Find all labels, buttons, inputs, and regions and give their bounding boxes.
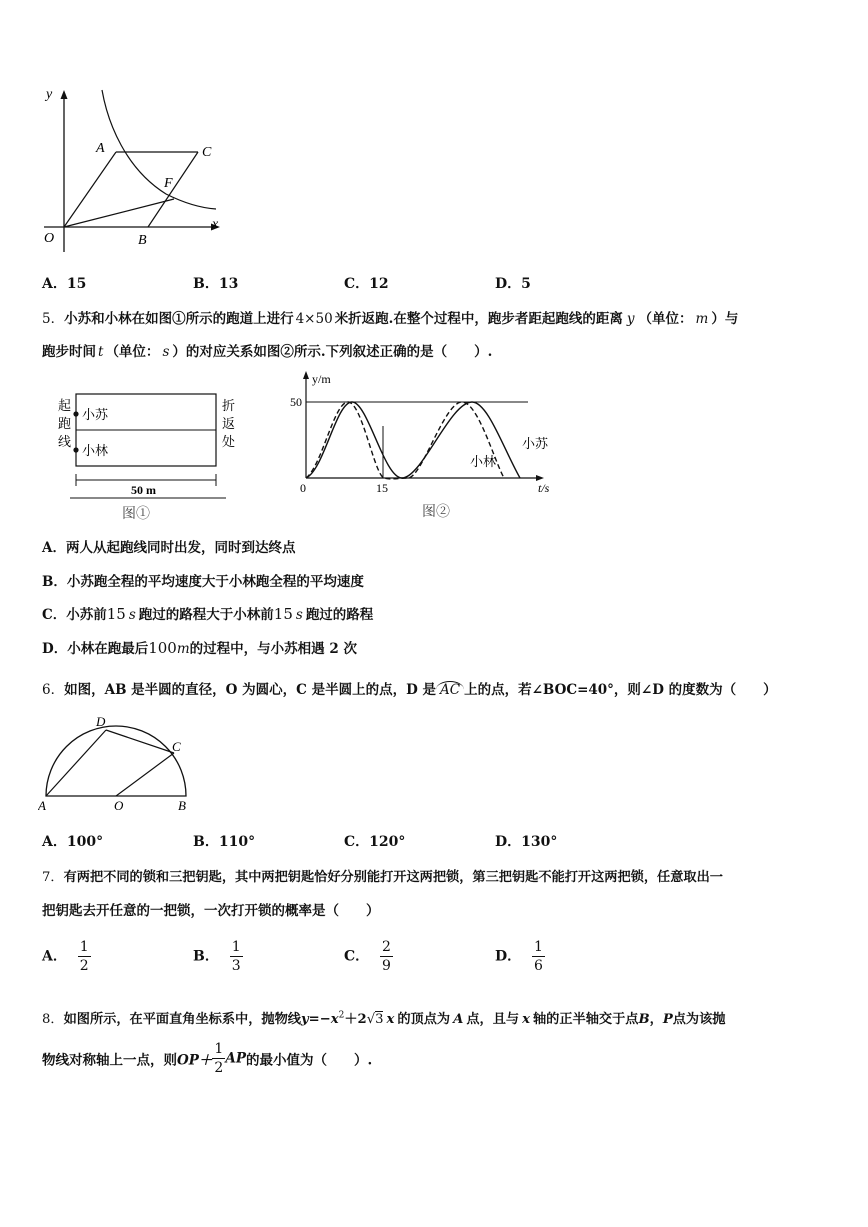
y-label: y: [46, 87, 53, 102]
runner-su-dot: [73, 411, 78, 416]
segment-OC: [116, 753, 174, 796]
q5-line-1: 5．小苏和小林在如图①所示的跑道上进行 4×50 米折返跑.在整个过程中，跑步者距起跑线的距离 y （单位： m ）与: [42, 311, 739, 327]
x-tick-15: 15: [376, 481, 388, 495]
figure-1-caption: 图①: [122, 507, 150, 522]
figure-2-caption: 图②: [422, 505, 450, 520]
y-axis-arrow: [61, 90, 68, 99]
q7-option-c: C． $\frac{2}{9}$: [344, 939, 391, 974]
q7-line-2: 把钥匙去开任意的一把锁，一次打开锁的概率是（ ）: [42, 903, 380, 919]
segment-DC: [106, 730, 174, 753]
point-A-label: A: [96, 141, 105, 156]
q4-option-d: D．5: [495, 276, 531, 292]
q7-option-b: B． $\frac{1}{3}$: [193, 939, 241, 974]
q8-line-1: 8．如图所示，在平面直角坐标系中，抛物线$y=-x^2+2√3$ x 的顶点为 A 点，且与 x 轴的正半轴交于点B，P点为该抛: [42, 1010, 726, 1027]
point-A-label: A: [38, 798, 46, 812]
question-number: 5．: [42, 311, 65, 327]
turn-point-char-3: 处: [222, 434, 236, 449]
point-C-label: C: [202, 145, 212, 160]
fraction-one-half: $\frac{1}{2}$: [214, 1041, 224, 1076]
point-O-label: O: [114, 798, 124, 812]
point-B-label: B: [138, 233, 147, 248]
hyperbola-curve: [102, 90, 216, 209]
start-line-char-1: 起: [58, 398, 72, 413]
semicircle-figure: [38, 712, 198, 812]
x-label: x: [212, 217, 219, 232]
series-label-xiaolin: 小林: [470, 454, 497, 469]
q6-question: 6．如图，AB 是半圆的直径，O 为圆心，C 是半圆上的点，D 是 AC 上的点，若∠BOC=40°，则∠D 的度数为（ ）: [42, 682, 777, 698]
fraction: $\frac{1}{6}$: [534, 939, 543, 974]
point-F-label: F: [164, 176, 173, 191]
runner-su-label: 小苏: [82, 407, 109, 422]
fraction: $\frac{2}{9}$: [382, 939, 391, 974]
q5-option-c: C．小苏前15 s 跑过的路程大于小林前15 s 跑过的路程: [42, 605, 374, 623]
arc-AC: AC: [436, 681, 464, 698]
q6-option-a: A．100°: [42, 834, 104, 850]
start-line-char-3: 线: [58, 434, 72, 449]
point-C-label: C: [172, 739, 181, 754]
q5-option-a: A．两人从起跑线同时出发，同时到达终点: [42, 540, 296, 556]
semicircle: [46, 726, 186, 796]
series-label-xiaosu: 小苏: [522, 436, 549, 451]
distance-time-graph: [290, 370, 562, 522]
point-D-label: D: [96, 714, 106, 729]
runner-lin-dot: [73, 447, 78, 452]
segment-AD: [46, 730, 106, 796]
q5-option-b: B．小苏跑全程的平均速度大于小林跑全程的平均速度: [42, 574, 364, 590]
sqrt-symbol: √: [366, 1012, 376, 1027]
q6-option-d: D．130°: [495, 834, 558, 850]
q5-line-2: 跑步时间 t （单位： s ）的对应关系如图②所示.下列叙述正确的是（ ）.: [42, 344, 493, 360]
q7-option-a: A． $\frac{1}{2}$: [42, 939, 89, 974]
q4-option-c: C．12: [344, 276, 389, 292]
q7-option-d: D． $\frac{1}{6}$: [495, 939, 543, 974]
x-axis-label: t/s: [538, 481, 550, 495]
segment-CB: [148, 152, 198, 227]
turn-point-char-1: 折: [222, 398, 236, 413]
distance-label: 50 m: [131, 483, 156, 497]
turn-point-char-2: 返: [222, 416, 236, 431]
track-figure: [54, 386, 244, 526]
start-line-char-2: 跑: [58, 416, 72, 431]
q6-option-c: C．120°: [344, 834, 406, 850]
q5-option-d: D．小林在跑最后100m的过程中，与小苏相遇 2 次: [42, 639, 357, 657]
origin-label: 0: [300, 481, 306, 495]
q7-line-1: 7．有两把不同的锁和三把钥匙，其中两把钥匙恰好分别能打开这两把锁，第三把钥匙不能打开这两把锁，任意取出一: [42, 870, 723, 885]
q8-line-2: 物线对称轴上一点，则OP＋ $\frac{1}{2}$ AP的最小值为（ ）.: [42, 1041, 373, 1076]
q4-option-a: A．15: [42, 276, 87, 292]
y-tick-50: 50: [290, 395, 302, 409]
q4-option-b: B．13: [193, 276, 239, 292]
point-B-label: B: [178, 798, 186, 812]
coordinate-figure: [36, 84, 226, 254]
runner-lin-label: 小林: [82, 443, 109, 458]
y-axis-label: y/m: [312, 372, 331, 386]
origin-label: O: [44, 231, 55, 246]
fraction: $\frac{1}{3}$: [231, 939, 241, 974]
q6-option-b: B．110°: [193, 834, 256, 850]
fraction: $\frac{1}{2}$: [79, 939, 89, 974]
